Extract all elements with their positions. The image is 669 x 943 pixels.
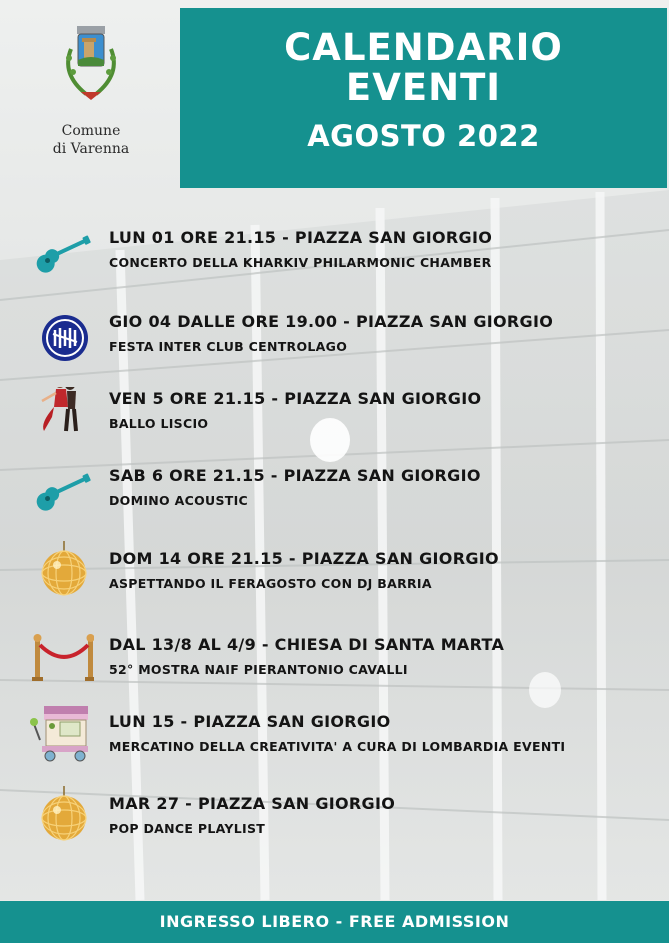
coat-of-arms-icon xyxy=(51,24,131,114)
event-description: MERCATINO DELLA CREATIVITA' A CURA DI LOMBARDIA EVENTI xyxy=(109,739,566,754)
event-title: DOM 14 ORE 21.15 - PIAZZA SAN GIORGIO xyxy=(109,549,499,568)
event-description: 52° MOSTRA NAIF PIERANTONIO CAVALLI xyxy=(109,662,408,677)
municipality-name-line2: di Varenna xyxy=(52,141,130,157)
market-stall-icon xyxy=(30,710,94,766)
event-description: BALLO LISCIO xyxy=(109,416,209,431)
event-title: LUN 01 ORE 21.15 - PIAZZA SAN GIORGIO xyxy=(109,228,493,247)
event-item xyxy=(0,792,669,848)
title-banner xyxy=(180,8,667,188)
event-title: VEN 5 ORE 21.15 - PIAZZA SAN GIORGIO xyxy=(109,389,482,408)
footer-banner xyxy=(0,901,669,943)
inter-club-logo-icon xyxy=(30,310,94,366)
event-item xyxy=(0,464,669,520)
event-description: CONCERTO DELLA KHARKIV PHILARMONIC CHAMBER xyxy=(109,255,492,270)
guitar-icon xyxy=(30,464,94,520)
event-description: FESTA INTER CLUB CENTROLAGO xyxy=(109,339,348,354)
guitar-icon xyxy=(30,226,94,282)
municipality-name-line1: Comune xyxy=(61,123,121,139)
footer-text: INGRESSO LIBERO - FREE ADMISSION xyxy=(159,912,510,931)
dancing-couple-icon xyxy=(30,387,94,443)
event-item xyxy=(0,710,669,766)
title-line1: CALENDARIO xyxy=(284,26,563,69)
event-item xyxy=(0,547,669,603)
event-description: ASPETTANDO IL FERAGOSTO CON DJ BARRIA xyxy=(109,576,432,591)
event-item xyxy=(0,387,669,443)
exhibition-rope-icon xyxy=(30,633,94,689)
event-title: GIO 04 DALLE ORE 19.00 - PIAZZA SAN GIORGIO xyxy=(109,312,554,331)
disco-ball-icon xyxy=(30,792,94,848)
municipality-logo xyxy=(36,24,146,158)
title-line2: EVENTI xyxy=(345,66,502,109)
event-title: MAR 27 - PIAZZA SAN GIORGIO xyxy=(109,794,396,813)
event-title: LUN 15 - PIAZZA SAN GIORGIO xyxy=(109,712,391,731)
event-title: DAL 13/8 AL 4/9 - CHIESA DI SANTA MARTA xyxy=(109,635,505,654)
event-description: DOMINO ACOUSTIC xyxy=(109,493,249,508)
disco-ball-icon xyxy=(30,547,94,603)
event-item xyxy=(0,226,669,282)
event-item xyxy=(0,310,669,366)
event-title: SAB 6 ORE 21.15 - PIAZZA SAN GIORGIO xyxy=(109,466,481,485)
month-subtitle: AGOSTO 2022 xyxy=(307,119,540,153)
event-description: POP DANCE PLAYLIST xyxy=(109,821,266,836)
event-item xyxy=(0,633,669,689)
